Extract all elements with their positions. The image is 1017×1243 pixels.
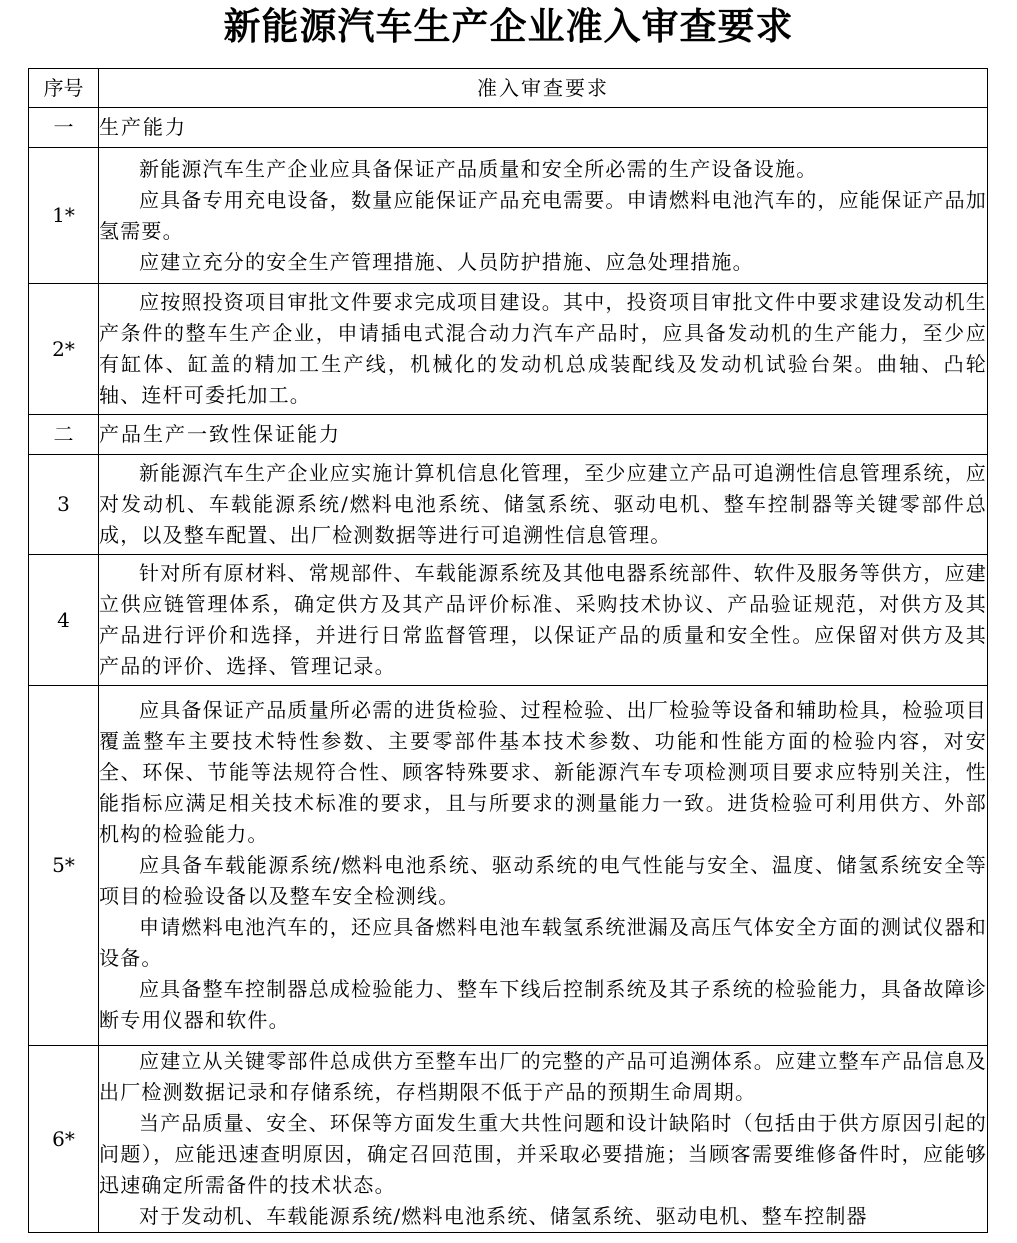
section-title: 生产能力: [99, 108, 988, 148]
row-number: 二: [29, 415, 99, 455]
requirement-text: [99, 686, 988, 1046]
requirements-table: [28, 68, 988, 1233]
row-number: 1*: [29, 148, 99, 284]
requirement-text: [99, 148, 988, 284]
document-title: 新能源汽车生产企业准入审查要求: [223, 4, 794, 48]
table-row: [29, 148, 988, 284]
requirement-paragraph: 应建立充分的安全生产管理措施、人员防护措施、应急处理措施。: [139, 249, 754, 274]
requirement-paragraph: 针对所有原材料、常规部件、车载能源系统及其他电器系统部件、软件及服务等供方，应建立供应链管理体系，确定供方及其产品评价标准、采购技术协议、产品验证规范，对供方及其产品进行评价和选择，并进行日常监督管理，以保证产品的质量和安全性。应保留对供方及其产品的评价、选择、管理记录。: [99, 561, 987, 678]
table-row: [29, 1046, 988, 1233]
requirement-paragraph: 应建立从关键零部件总成供方至整车出厂的完整的产品可追溯体系。应建立整车产品信息及出厂检测数据记录和存储系统，存档期限不低于产品的预期生命周期。: [99, 1049, 987, 1104]
requirement-paragraph: 当产品质量、安全、环保等方面发生重大共性问题和设计缺陷时（包括由于供方原因引起的问题），应能迅速查明原因，确定召回范围，并采取必要措施；当顾客需要维修备件时，应能够迅速确定所需备件的技术状态。: [99, 1111, 987, 1197]
requirement-paragraph: 应具备保证产品质量所必需的进货检验、过程检验、出厂检验等设备和辅助检具，检验项目覆盖整车主要技术特性参数、主要零部件基本技术参数、功能和性能方面的检验内容，对安全、环保、节能等法规符合性、顾客特殊要求、新能源汽车专项检测项目要求应特别关注，性能指标应满足相关技术标准的要求，且与所要求的测量能力一致。进货检验可利用供方、外部机构的检验能力。: [99, 698, 987, 846]
requirements-table-body: [29, 69, 988, 1233]
requirement-text: [99, 455, 988, 555]
table-row: [29, 284, 988, 415]
header-requirements: 准入审查要求: [99, 69, 988, 108]
table-row: [29, 686, 988, 1046]
row-number: 6*: [29, 1046, 99, 1233]
requirement-paragraph: 新能源汽车生产企业应实施计算机信息化管理，至少应建立产品可追溯性信息管理系统，应对发动机、车载能源系统/燃料电池系统、储氢系统、驱动电机、整车控制器等关键零部件总成，以及整车配置、出厂检测数据等进行可追溯性信息管理。: [99, 461, 987, 547]
table-row: [29, 555, 988, 686]
section-row: [29, 415, 988, 455]
requirement-paragraph: 新能源汽车生产企业应具备保证产品质量和安全所必需的生产设备设施。: [139, 156, 818, 181]
row-number: 4: [29, 555, 99, 686]
requirement-paragraph: 应按照投资项目审批文件要求完成项目建设。其中，投资项目审批文件中要求建设发动机生产条件的整车生产企业，申请插电式混合动力汽车产品时，应具备发动机的生产能力，至少应有缸体、缸盖的精加工生产线，机械化的发动机总成装配线及发动机试验台架。曲轴、凸轮轴、连杆可委托加工。: [99, 290, 987, 407]
requirement-paragraph: 申请燃料电池汽车的，还应具备燃料电池车载氢系统泄漏及高压气体安全方面的测试仪器和设备。: [99, 915, 987, 970]
requirement-paragraph: 应具备车载能源系统/燃料电池系统、驱动系统的电气性能与安全、温度、储氢系统安全等项目的检验设备以及整车安全检测线。: [99, 853, 987, 908]
table-row: [29, 455, 988, 555]
requirement-paragraph: 应具备整车控制器总成检验能力、整车下线后控制系统及其子系统的检验能力，具备故障诊断专用仪器和软件。: [99, 977, 987, 1032]
row-number: 一: [29, 108, 99, 148]
header-serial-number: 序号: [29, 69, 99, 108]
requirement-text: [99, 1046, 988, 1233]
section-row: [29, 108, 988, 148]
row-number: 3: [29, 455, 99, 555]
row-number: 2*: [29, 284, 99, 415]
requirement-text: [99, 284, 988, 415]
row-number: 5*: [29, 686, 99, 1046]
section-title: 产品生产一致性保证能力: [99, 415, 988, 455]
requirement-paragraph: 应具备专用充电设备，数量应能保证产品充电需要。申请燃料电池汽车的，应能保证产品加氢需要。: [99, 187, 987, 243]
requirement-text: [99, 555, 988, 686]
table-header-row: [29, 69, 988, 108]
requirement-paragraph: 对于发动机、车载能源系统/燃料电池系统、储氢系统、驱动电机、整车控制器: [139, 1204, 868, 1228]
